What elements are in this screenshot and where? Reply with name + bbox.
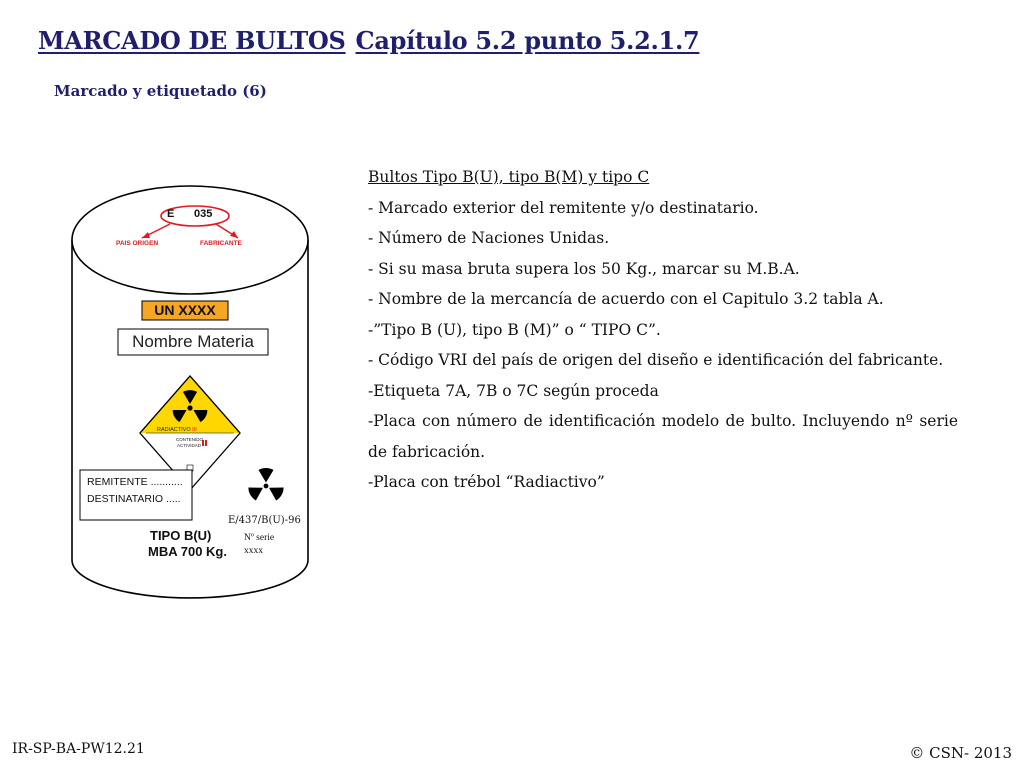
- label-radioactivo: RADIACTIVO III: [157, 427, 197, 433]
- origin-label: PAIS ORIGEN: [116, 240, 159, 247]
- list-item: - Si su masa bruta supera los 50 Kg., marcar su M.B.A.: [368, 259, 800, 278]
- page-title: [38, 26, 699, 55]
- serial-label: Nº serie: [244, 533, 275, 543]
- list-heading: Bultos Tipo B(U), tipo B(M) y tipo C: [368, 168, 650, 186]
- package-drum-illustration: [60, 180, 320, 600]
- gross-mass: MBA 700 Kg.: [148, 544, 227, 559]
- title-chapter: Capítulo 5.2 punto 5.2.1.7: [355, 26, 700, 55]
- list-item: - Código VRI del país de origen del diseño e identificación del fabricante.: [368, 351, 944, 369]
- requirements-list: [368, 162, 958, 498]
- package-type: TIPO B(U): [150, 528, 212, 543]
- vri-code: E/437/B(U)-96: [228, 515, 301, 526]
- footer-copyright: © CSN- 2013: [909, 744, 1012, 762]
- list-item: -”Tipo B (U), tipo B (M)” o “ TIPO C”.: [368, 320, 661, 339]
- page-subtitle: Marcado y etiquetado (6): [54, 82, 267, 100]
- label-contenido: CONTENIDO: [176, 437, 203, 442]
- manufacturer-code: 035: [194, 208, 213, 220]
- country-code: E: [167, 208, 175, 220]
- list-item: - Marcado exterior del remitente y/o destinatario.: [368, 198, 759, 217]
- label-actividad: ACTIVIDAD: [177, 443, 202, 448]
- recipient-line: DESTINATARIO .....: [87, 493, 181, 505]
- list-item: - Nombre de la mercancía de acuerdo con el Capitulo 3.2 tabla A.: [368, 290, 884, 308]
- list-item: -Etiqueta 7A, 7B o 7C según proceda: [368, 381, 659, 400]
- serial-value: xxxx: [244, 546, 263, 556]
- title-main: MARCADO DE BULTOS: [38, 26, 346, 55]
- footer-document-code: IR-SP-BA-PW12.21: [12, 741, 145, 757]
- sender-line: REMITENTE ...........: [87, 476, 183, 488]
- list-item: -Placa con número de identificación modelo de bulto. Incluyendo nº serie de fabricación.: [368, 412, 958, 461]
- list-item: -Placa con trébol “Radiactivo”: [368, 473, 605, 491]
- manufacturer-label: FABRICANTE: [200, 240, 242, 247]
- un-number: UN XXXX: [154, 302, 216, 318]
- material-name: Nombre Materia: [132, 332, 254, 351]
- list-item: - Número de Naciones Unidas.: [368, 229, 610, 247]
